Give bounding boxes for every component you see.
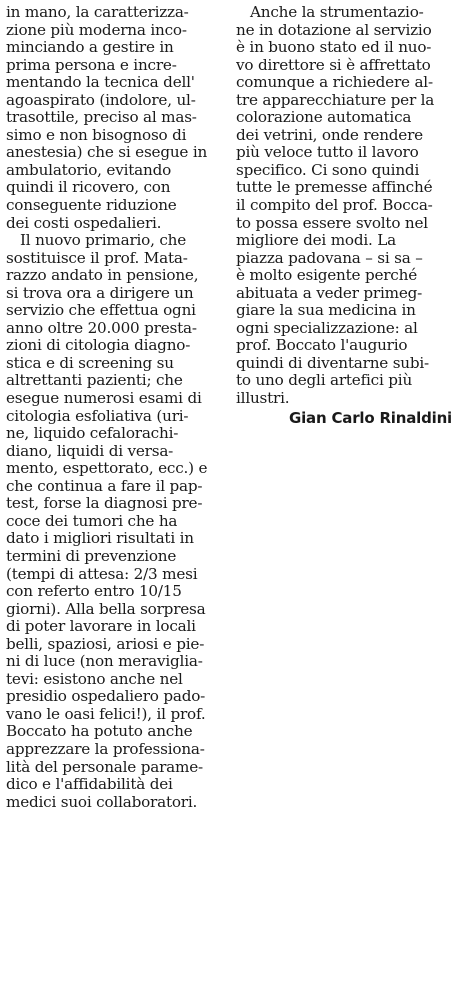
text-line: che continua a fare il pap- bbox=[6, 477, 203, 495]
text-line: lità del personale parame- bbox=[6, 758, 203, 776]
text-line: mento, espettorato, ecc.) e bbox=[6, 460, 208, 478]
text-line: colorazione automatica bbox=[236, 109, 412, 127]
text-line: esegue numerosi esami di bbox=[6, 390, 202, 408]
text-line: medici suoi collaboratori. bbox=[6, 793, 198, 811]
text-line: prima persona e incre- bbox=[6, 56, 177, 74]
text-line: è in buono stato ed il nuo- bbox=[236, 39, 432, 57]
text-line: Boccato ha potuto anche bbox=[6, 723, 193, 741]
text-line: con referto entro 10/15 bbox=[6, 583, 182, 601]
text-line: tevi: esistono anche nel bbox=[6, 670, 183, 688]
text-line: è molto esigente perché bbox=[236, 267, 417, 285]
text-line: abituata a veder primeg- bbox=[236, 284, 423, 302]
text-line: mentando la tecnica dell' bbox=[6, 74, 195, 92]
text-line: coce dei tumori che ha bbox=[6, 512, 178, 530]
text-line: di poter lavorare in locali bbox=[6, 618, 196, 636]
text-line: termini di prevenzione bbox=[6, 547, 177, 565]
text-line: agoaspirato (indolore, ul- bbox=[6, 91, 196, 109]
text-line: to possa essere svolto nel bbox=[236, 214, 428, 232]
text-line: presidio ospedaliero pado- bbox=[6, 688, 206, 706]
text-line: apprezzare la professiona- bbox=[6, 740, 205, 758]
text-line: to uno degli artefici più bbox=[236, 372, 413, 390]
text-line: stica e di screening su bbox=[6, 354, 174, 372]
text-line: sostituisce il prof. Mata- bbox=[6, 249, 188, 267]
text-line: ogni specializzazione: al bbox=[236, 319, 418, 337]
text-line: servizio che effettua ogni bbox=[6, 302, 196, 320]
text-line: comunque a richiedere al- bbox=[236, 74, 433, 92]
author-signature: Gian Carlo Rinaldini bbox=[288, 408, 452, 427]
text-line: si trova ora a dirigere un bbox=[6, 284, 194, 302]
text-line: zione più moderna inco- bbox=[6, 21, 187, 39]
text-line: ambulatorio, evitando bbox=[6, 161, 172, 179]
text-line: giorni). Alla bella sorpresa bbox=[6, 600, 206, 618]
text-line: quindi il ricovero, con bbox=[6, 179, 171, 197]
text-line: il compito del prof. Bocca- bbox=[236, 197, 433, 215]
text-line: prof. Boccato l'augurio bbox=[236, 337, 408, 355]
text-line: in mano, la caratterizza- bbox=[6, 4, 189, 21]
paragraph-start-line: Il nuovo primario, che bbox=[20, 232, 187, 250]
text-line: altrettanti pazienti; che bbox=[6, 372, 183, 390]
text-line: (tempi di attesa: 2/3 mesi bbox=[6, 565, 198, 583]
text-line: dico e l'affidabilità dei bbox=[6, 776, 173, 794]
paragraph-start-line: Anche la strumentazio- bbox=[250, 4, 424, 21]
text-line: belli, spaziosi, ariosi e pie- bbox=[6, 635, 205, 653]
text-line: dei vetrini, onde rendere bbox=[236, 126, 423, 144]
text-line: specifico. Ci sono quindi bbox=[236, 161, 420, 179]
text-line: dato i migliori risultati in bbox=[6, 530, 194, 548]
text-line: anestesia) che si esegue in bbox=[6, 144, 208, 162]
article-left-column bbox=[6, 4, 224, 811]
text-line: anno oltre 20.000 presta- bbox=[6, 319, 197, 337]
text-line: zioni di citologia diagno- bbox=[6, 337, 191, 355]
text-line: ne, liquido cefalorachi- bbox=[6, 425, 179, 443]
text-line: vo direttore si è affrettato bbox=[236, 56, 431, 74]
text-line: tre apparecchiature per la bbox=[236, 91, 435, 109]
article-right-column bbox=[236, 4, 452, 427]
text-line: piazza padovana – si sa – bbox=[236, 249, 423, 267]
text-line: citologia esfoliativa (uri- bbox=[6, 407, 189, 425]
text-line: tutte le premesse affinché bbox=[236, 179, 433, 197]
text-line: ni di luce (non meraviglia- bbox=[6, 653, 203, 671]
text-line: trasottile, preciso al mas- bbox=[6, 109, 197, 127]
text-line: quindi di diventarne subi- bbox=[236, 354, 429, 372]
text-line: conseguente riduzione bbox=[6, 197, 177, 215]
text-line: test, forse la diagnosi pre- bbox=[6, 495, 203, 513]
text-line: migliore dei modi. La bbox=[236, 232, 397, 250]
text-line: giare la sua medicina in bbox=[236, 302, 416, 320]
text-line: più veloce tutto il lavoro bbox=[236, 144, 419, 162]
text-line: simo e non bisognoso di bbox=[6, 126, 187, 144]
text-line: diano, liquidi di versa- bbox=[6, 442, 174, 460]
text-line: minciando a gestire in bbox=[6, 39, 174, 57]
text-line: razzo andato in pensione, bbox=[6, 267, 199, 285]
text-line: vano le oasi felici!), il prof. bbox=[6, 705, 206, 723]
text-line: illustri. bbox=[236, 390, 290, 408]
text-line: ne in dotazione al servizio bbox=[236, 21, 432, 39]
text-line: dei costi ospedalieri. bbox=[6, 214, 162, 232]
